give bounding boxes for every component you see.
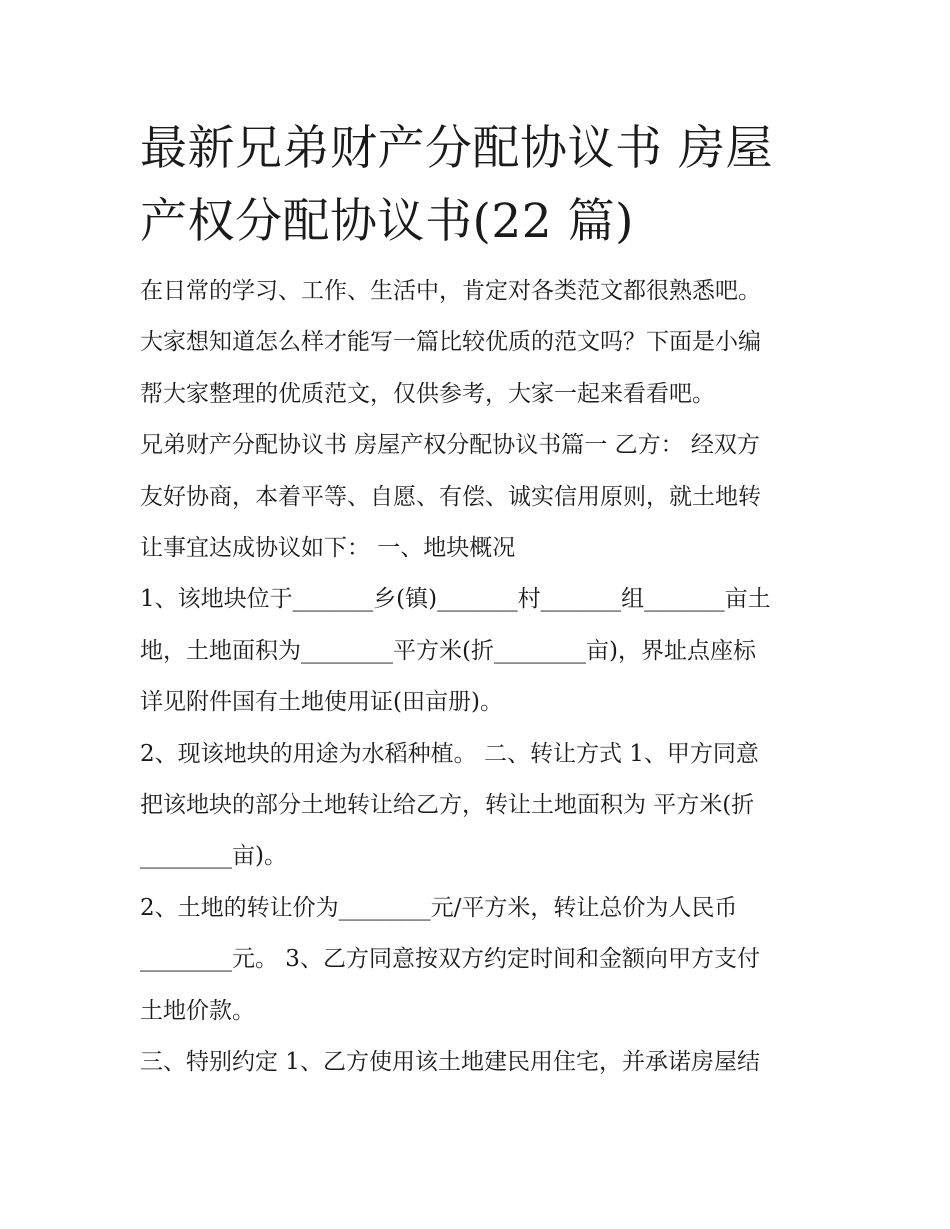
paragraph-line: 大家想知道怎么样才能写一篇比较优质的范文吗？下面是小编 xyxy=(140,329,761,356)
paragraph-line: 2、土地的转让价为________元/平方米，转让总价为人民币 xyxy=(140,894,738,921)
document-body xyxy=(140,266,820,1089)
title-line-2: 产权分配协议书(22 篇) xyxy=(140,194,634,249)
paragraph-line: 三、特别约定 1、乙方使用该土地建民用住宅，并承诺房屋结 xyxy=(140,1049,760,1076)
document-title xyxy=(140,112,820,258)
paragraph-line: 友好协商，本着平等、自愿、有偿、诚实信用原则，就土地转 xyxy=(140,483,761,510)
document-page xyxy=(140,112,820,1089)
paragraph-line: 帮大家整理的优质范文，仅供参考，大家一起来看看吧。 xyxy=(140,380,715,407)
paragraph-line: ________亩)。 xyxy=(140,843,287,870)
paragraph-line: 地，土地面积为________平方米(折________亩)，界址点座标 xyxy=(140,637,756,664)
paragraph-line: 兄弟财产分配协议书 房屋产权分配协议书篇一 乙方： 经双方 xyxy=(140,432,760,459)
paragraph-line: 把该地块的部分土地转让给乙方，转让土地面积为 平方米(折 xyxy=(140,792,755,819)
paragraph-line: 让事宜达成协议如下： 一、地块概况 xyxy=(140,535,516,562)
paragraph-line: 1、该地块位于_______乡(镇)_______村_______组_______亩土 xyxy=(140,586,771,613)
paragraph-line: 土地价款。 xyxy=(140,997,255,1024)
title-line-1: 最新兄弟财产分配协议书 房屋 xyxy=(140,121,773,176)
paragraph-line: ________元。 3、乙方同意按双方约定时间和金额向甲方支付 xyxy=(140,946,760,973)
paragraph-line: 2、现该地块的用途为水稻种植。 二、转让方式 1、甲方同意 xyxy=(140,740,759,767)
paragraph-line: 详见附件国有土地使用证(田亩册)。 xyxy=(140,689,503,716)
paragraph-line: 在日常的学习、工作、生活中，肯定对各类范文都很熟悉吧。 xyxy=(140,278,761,304)
